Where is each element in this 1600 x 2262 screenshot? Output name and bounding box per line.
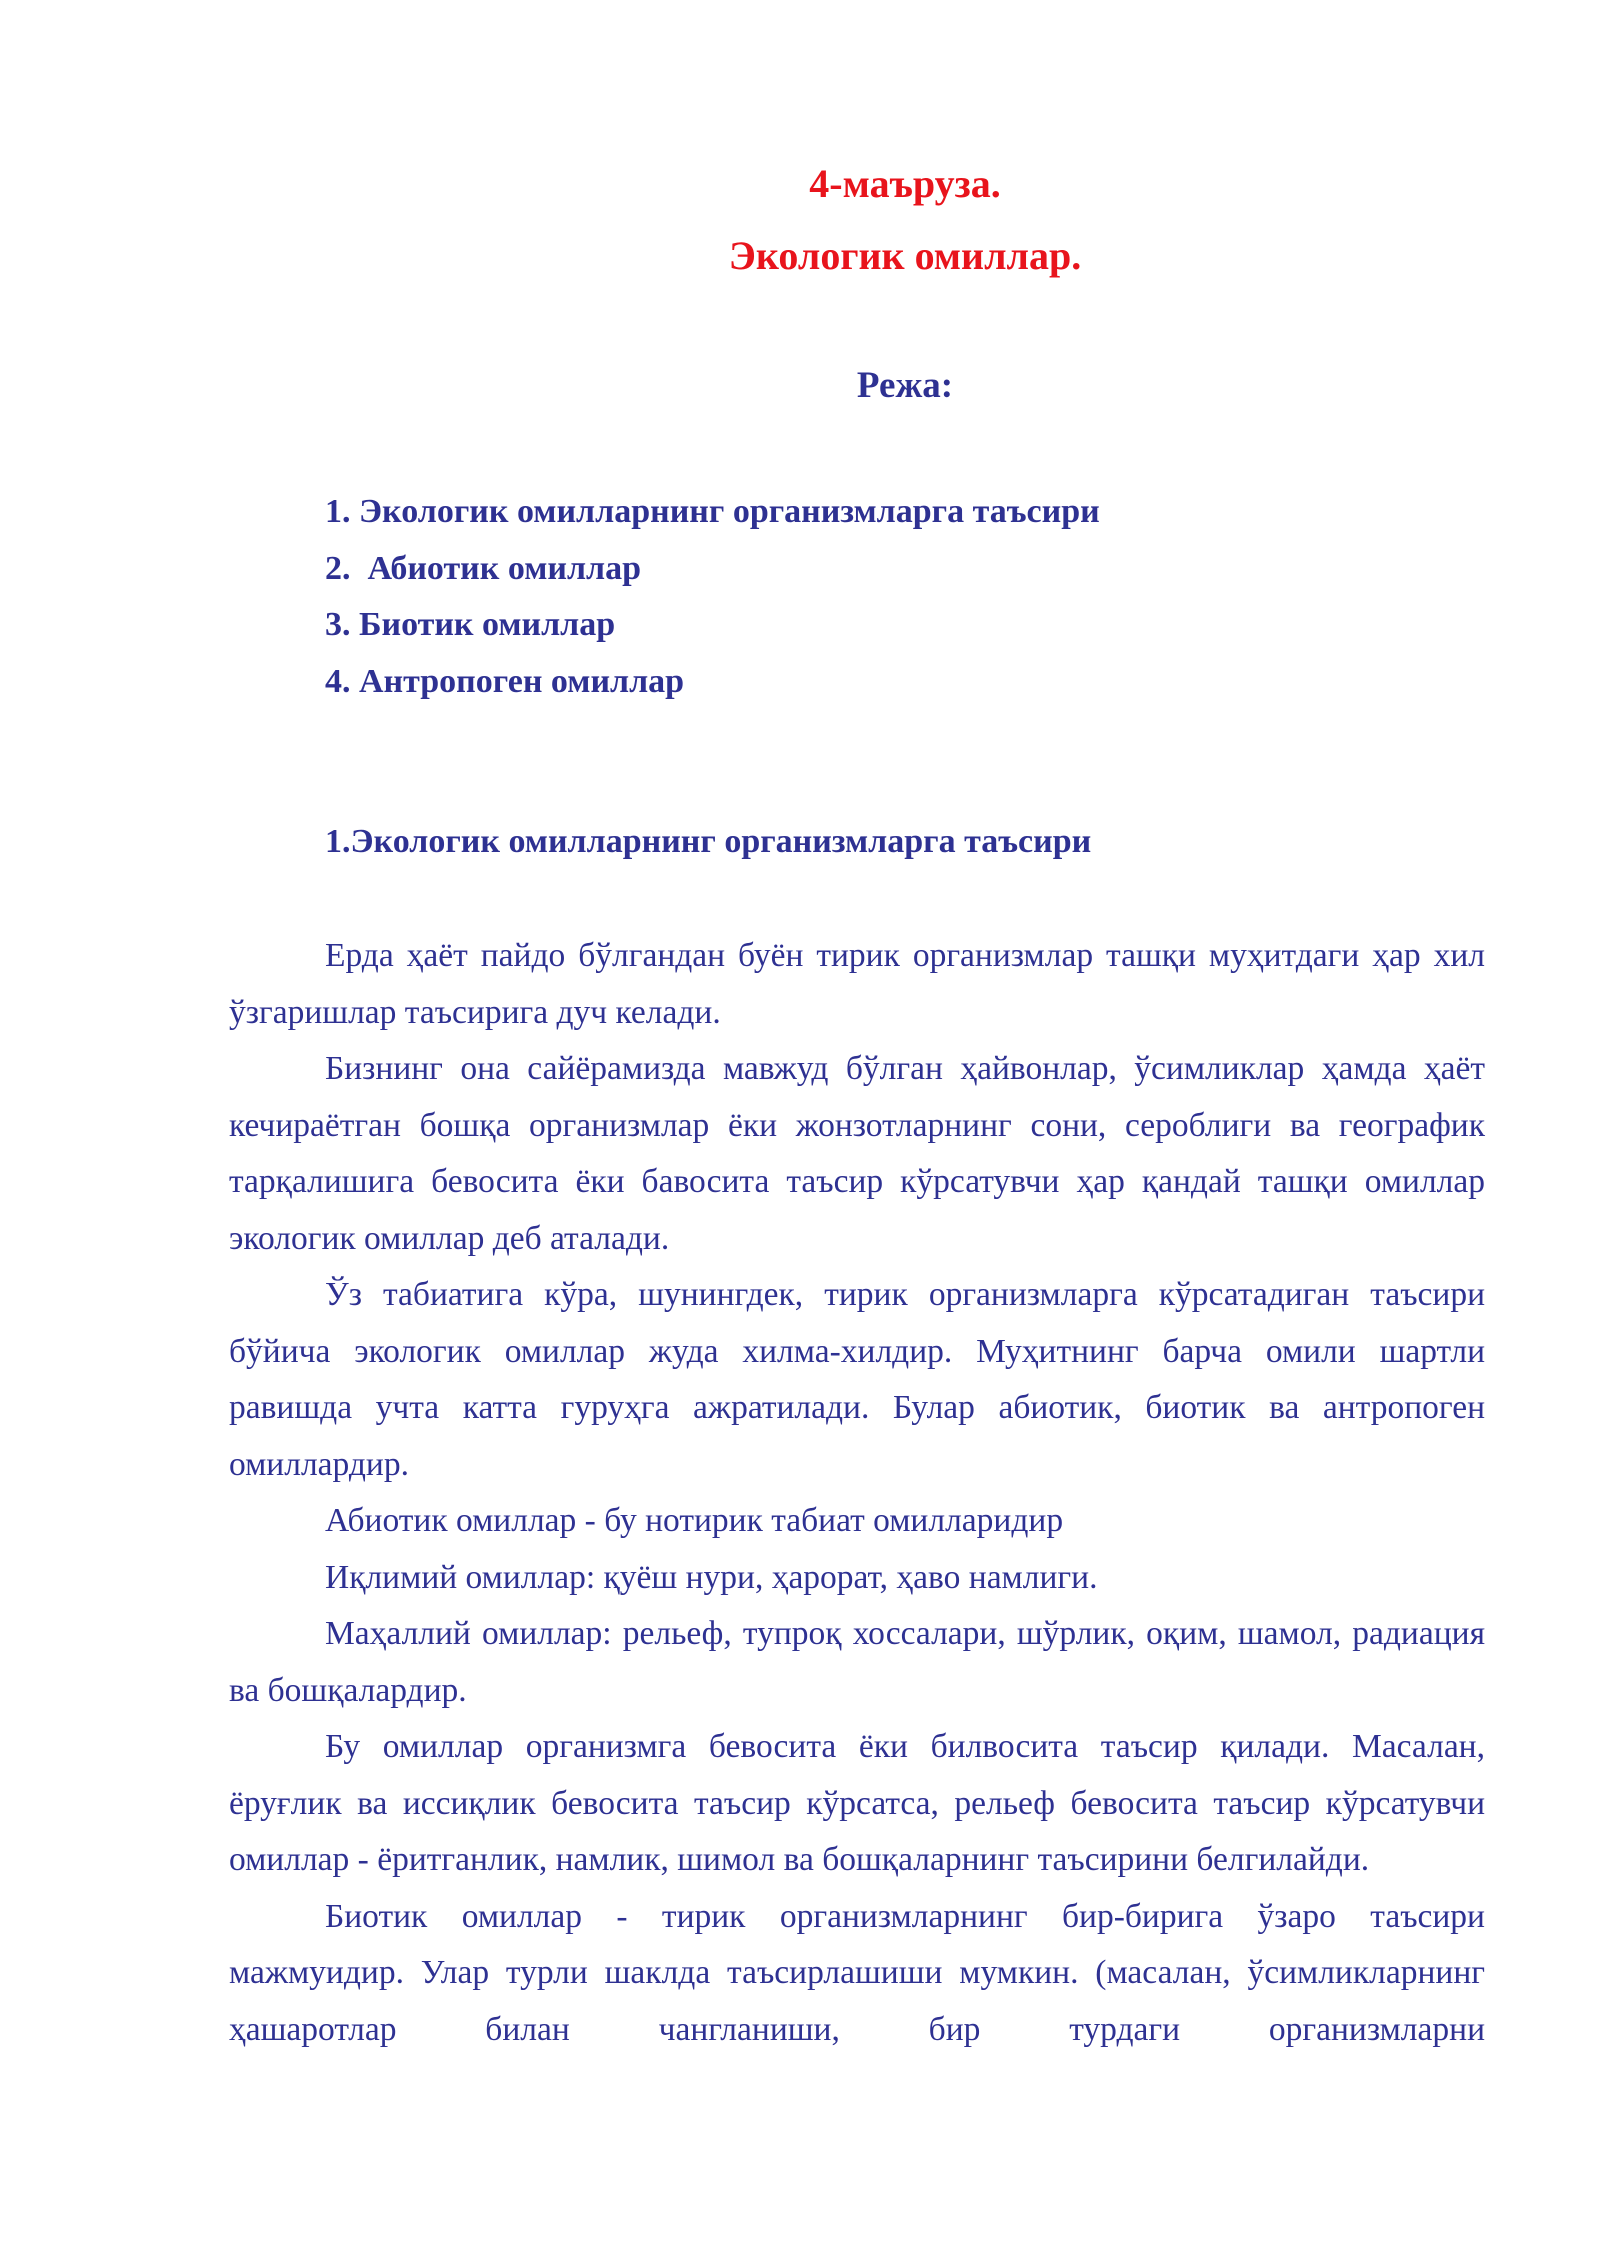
plan-item: 4. Антропоген омиллар [325, 662, 685, 700]
plan-item: 2. Абиотик омиллар [325, 549, 642, 587]
paragraph: Бу омиллар организмга бевосита ёки билвосита таъсир қилади. Масалан, ёруғлик ва иссиқлик бевосита таъсир кўрсатса, рельеф бевосита таъсир кўрсатувчи омиллар - ёритганлик, намлик, шимол ва бошқаларнинг таъсирини белгилайди. [229, 1728, 1485, 1878]
paragraph: Ерда ҳаёт пайдо бўлгандан буён тирик организмлар ташқи муҳитдаги ҳар хил ўзгаришлар таъсирига дуч келади. [229, 937, 1485, 1031]
paragraph: Иқлимий омиллар: қуёш нури, ҳарорат, ҳаво намлиги. [325, 1558, 1098, 1596]
plan-item: 3. Биотик омиллар [325, 606, 616, 643]
lecture-number: 4-маъруза. [809, 161, 1001, 206]
paragraph: Маҳаллий омиллар: рельеф, тупроқ хоссалари, шўрлик, оқим, шамол, радиация ва бошқалардир. [229, 1615, 1485, 1709]
section-heading: 1.Экологик омилларнинг организмларга таъсири [325, 823, 1092, 860]
plan-item: 1. Экологик омилларнинг организмларга таъсири [325, 493, 1100, 530]
paragraph: Бизнинг она сайёрамизда мавжуд бўлган ҳайвонлар, ўсимликлар ҳамда ҳаёт кечираётган бошқа организмлар ёки жонзотларнинг сони, сероблиги ва географик тарқалишига бевосита ёки бавосита таъсир кўрсатувчи ҳар қандай ташқи омиллар экологик омиллар деб аталади. [229, 1050, 1485, 1257]
lecture-title: Экологик омиллар. [728, 233, 1082, 278]
paragraph: Ўз табиатига кўра, шунингдек, тирик организмларга кўрсатадиган таъсири бўйича экологик омиллар жуда хилма-хилдир. Муҳитнинг барча омили шартли равишда учта катта гуруҳга ажратилади. Булар абиотик, биотик ва антропоген омиллардир. [229, 1276, 1485, 1483]
paragraph: Абиотик омиллар - бу нотирик табиат омилларидир [325, 1502, 1064, 1539]
paragraph: Биотик омиллар - тирик организмларнинг бир-бирига ўзаро таъсири мажмуидир. Улар турли шаклда таъсирлашиши мумкин. (масалан, ўсимликларнинг ҳашаротлар билан чангланиши, бир турдаги организмларни [229, 1897, 1485, 2048]
section-body [229, 928, 1485, 2058]
plan-list [325, 484, 1100, 710]
plan-heading: Режа: [856, 365, 954, 406]
